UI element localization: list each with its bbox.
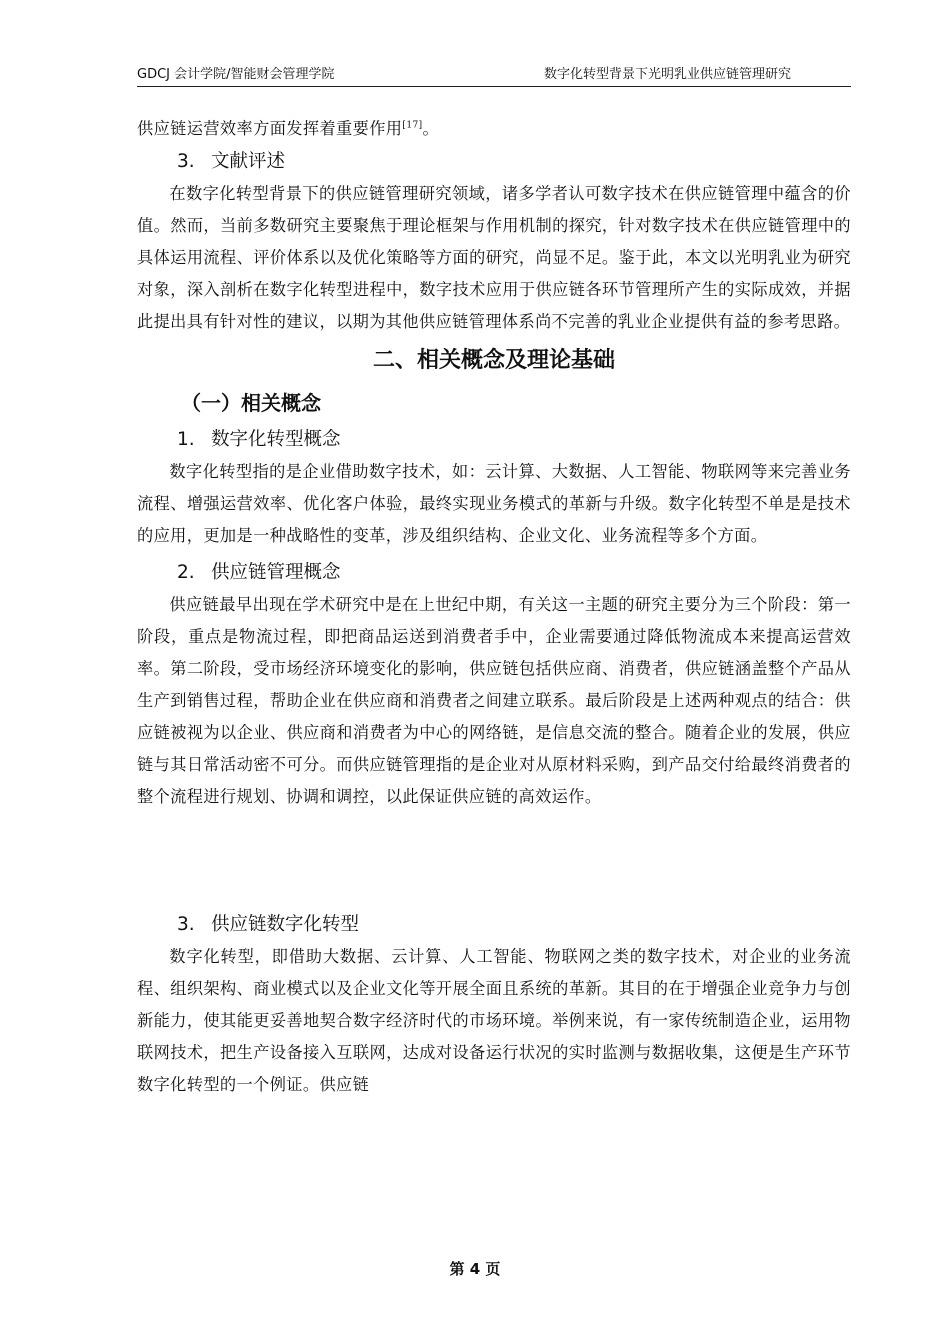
page-header	[137, 64, 851, 87]
chapter-title: 二、相关概念及理论基础	[372, 347, 615, 373]
page-body	[137, 113, 851, 1101]
heading-text: 文献评述	[211, 151, 286, 173]
heading-supply-chain-digitalization	[137, 908, 851, 941]
header-school: GDCJ 会计学院/智能财会管理学院	[137, 67, 335, 82]
paragraph-literature-review: 在数字化转型背景下的供应链管理研究领域，诸多学者认可数字技术在供应链管理中蕴含的价值。然而，当前多数研究主要聚焦于理论框架与作用机制的探究，针对数字技术在供应链管理中的具体运用流程、评价体系以及优化策略等方面的研究，尚显不足。鉴于此，本文以光明乳业为研究对象，深入剖析在数字化转型进程中，数字技术应用于供应链各环节管理所产生的实际成效，并据此提出具有针对性的建议，以期为其他供应链管理体系尚不完善的乳业企业提供有益的参考思路。	[137, 184, 851, 332]
heading-number: 3.	[177, 151, 195, 173]
continued-paragraph	[137, 113, 851, 145]
heading-literature-review	[137, 145, 851, 178]
heading-number: 2.	[177, 561, 195, 583]
paragraph-supply-chain-management: 供应链最早出现在学术研究中是在上世纪中期，有关这一主题的研究主要分为三个阶段：第一阶段，重点是物流过程，即把商品运送到消费者手中，企业需要通过降低物流成本来提高运营效率。第二阶段，受市场经济环境变化的影响，供应链包括供应商、消费者，供应链涵盖整个产品从生产到销售过程，帮助企业在供应商和消费者之间建立联系。最后阶段是上述两种观点的结合：供应链被视为以企业、供应商和消费者为中心的网络链，是信息交流的整合。随着企业的发展，供应链与其日常活动密不可分。而供应链管理指的是企业对从原材料采购，到产品交付给最终消费者的整个流程进行规划、协调和调控，以此保证供应链的高效运作。	[137, 594, 851, 807]
heading-number: 1.	[177, 428, 195, 450]
paragraph-supply-chain-digitalization: 数字化转型，即借助大数据、云计算、人工智能、物联网之类的数字技术，对企业的业务流程、组织架构、商业模式以及企业文化等开展全面且系统的革新。其目的在于增强企业竞争力与创新能力，使其能更妥善地契合数字经济时代的市场环境。举例来说，有一家传统制造企业，运用物联网技术，把生产设备接入互联网，达成对设备运行状况的实时监测与数据收集，这便是生产环节数字化转型的一个例证。供应链	[137, 946, 851, 1094]
heading-text: 供应链管理概念	[211, 561, 341, 583]
page-number: 第 4 页	[449, 1260, 501, 1278]
heading-digital-transformation	[137, 423, 851, 456]
section-title: （一）相关概念	[181, 390, 321, 415]
header-paper-title: 数字化转型背景下光明乳业供应链管理研究	[543, 67, 791, 82]
continued-period: 。	[422, 119, 440, 138]
citation-17: [17]	[402, 120, 423, 131]
heading-text: 数字化转型概念	[211, 428, 341, 450]
continued-text: 供应链运营效率方面发挥着重要作用	[137, 119, 403, 138]
heading-number: 3.	[177, 913, 195, 935]
heading-text: 供应链数字化转型	[211, 913, 360, 935]
heading-supply-chain-management	[137, 556, 851, 589]
blank-space	[137, 814, 851, 908]
paragraph-digital-transformation: 数字化转型指的是企业借助数字技术，如：云计算、大数据、人工智能、物联网等来完善业务流程、增强运营效率、优化客户体验，最终实现业务模式的革新与升级。数字化转型不单是是技术的应用，更加是一种战略性的变革，涉及组织结构、企业文化、业务流程等多个方面。	[137, 461, 851, 545]
